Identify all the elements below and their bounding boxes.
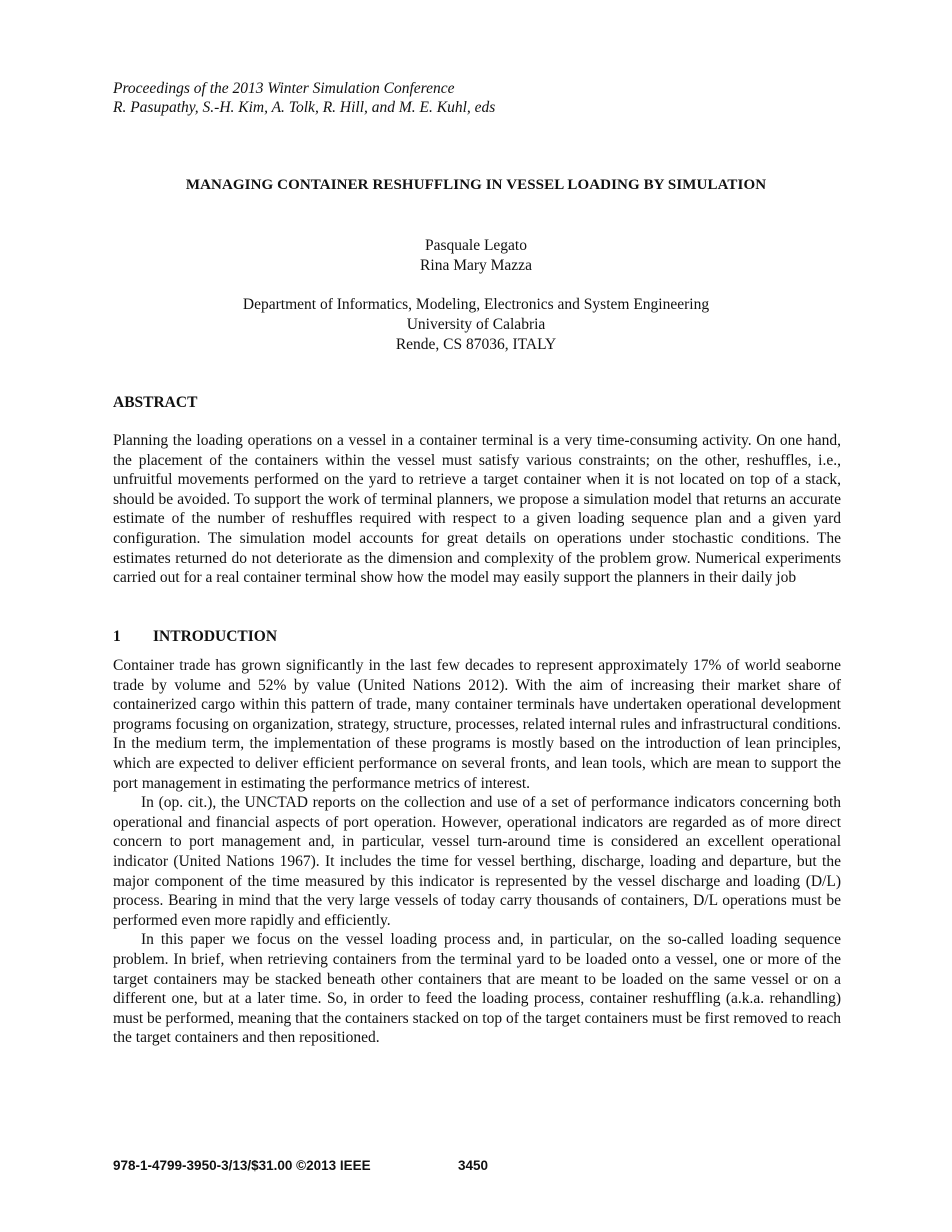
author-list [0,236,952,276]
abstract-heading: ABSTRACT [113,394,198,411]
section-heading-introduction [113,628,277,646]
affiliation-university: University of Calabria [406,316,546,333]
affiliation [0,295,952,355]
abstract-paragraph: Planning the loading operations on a vessel in a container terminal is a very time-consuming activity. On one hand, the placement of the containers within the vessel must satisfy various constraints; on the other, reshuffles, i.e., unfruitful movements performed on the yard to retrieve a target container when it is not located on top of a stack, should be avoided. To support the work of terminal planners, we propose a simulation model that returns an accurate estimate of the number of reshuffles required with respect to a given loading sequence plan and a given yard configuration. The simulation model accounts for great details on operations under stochastic conditions. The estimates returned do not deteriorate as the dimension and complexity of the problem grow. Numerical experiments carried out for a real container terminal show how the model may easily support the planners in their daily job [113,432,841,587]
footer-isbn: 978-1-4799-3950-3/13/$31.00 ©2013 IEEE [113,1158,371,1173]
author-name: Rina Mary Mazza [420,257,532,274]
section-title: INTRODUCTION [153,628,278,645]
paper-title: MANAGING CONTAINER RESHUFFLING IN VESSEL LOADING BY SIMULATION [185,177,767,193]
proceedings-header [113,79,495,117]
proceedings-editors: R. Pasupathy, S.-H. Kim, A. Tolk, R. Hill, and M. E. Kuhl, eds [113,99,496,116]
section-number: 1 [113,628,121,645]
affiliation-department: Department of Informatics, Modeling, Electronics and System Engineering [242,296,710,313]
introduction-body [113,656,841,1048]
body-paragraph: In (op. cit.), the UNCTAD reports on the collection and use of a set of performance indicators concerning both operational and financial aspects of port operation. However, operational indicators are regarded as of more direct concern to port management and, in particular, vessel turn-around time is considered an excellent operational indicator (United Nations 1967). It includes the time for vessel berthing, discharge, loading and departure, but the major component of the time measured by this indicator is represented by the vessel discharge and loading (D/L) process. Bearing in mind that the very large vessels of today carry thousands of containers, D/L operations must be performed even more rapidly and efficiently. [113,794,841,929]
proceedings-title: Proceedings of the 2013 Winter Simulation Conference [113,80,455,97]
page-number: 3450 [458,1158,489,1173]
affiliation-address: Rende, CS 87036, ITALY [395,336,557,353]
abstract-body [113,431,841,588]
author-name: Pasquale Legato [424,237,527,254]
body-paragraph: Container trade has grown significantly in the last few decades to represent approximately 17% of world seaborne trade by volume and 52% by value (United Nations 2012). With the aim of increasing their market share of containerized cargo within this pattern of trade, many container terminals have undertaken operational development programs focusing on organization, strategy, structure, processes, related internal rules and infrastructural conditions. In the medium term, the implementation of these programs is mostly based on the introduction of lean principles, which are expected to deliver efficient performance on several fronts, and lean tools, which are mean to support the port management in estimating the performance metrics of interest. [113,657,841,792]
body-paragraph: In this paper we focus on the vessel loading process and, in particular, on the so-called loading sequence problem. In brief, when retrieving containers from the terminal yard to be loaded onto a vessel, one or more of the target containers may be stacked beneath other containers that are meant to be loaded on the same vessel or on a different one, but at a later time. So, in order to feed the loading process, container reshuffling (a.k.a. rehandling) must be performed, meaning that the containers stacked on top of the target containers must be first removed to reach the target containers and then repositioned. [113,931,841,1047]
